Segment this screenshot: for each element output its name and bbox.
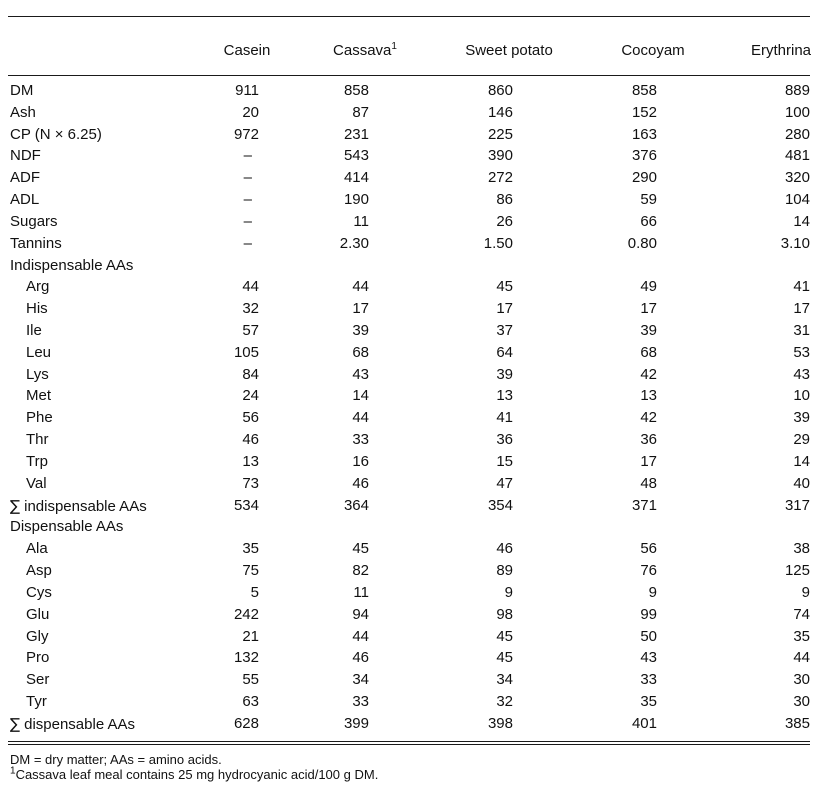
footnote-cassava: $^1$Cassava leaf meal contains 25 mg hydrocyanic acid/100 g DM. — [10, 765, 379, 782]
table-cell: 32 — [496, 692, 513, 710]
table-cell: 2.30 — [339, 234, 369, 252]
table-cell: 9 — [801, 583, 810, 601]
table-cell: 33 — [352, 431, 369, 449]
table-cell: 44 — [793, 649, 810, 667]
table-cell: 35 — [793, 627, 810, 645]
column-header-cocoyam: Cocoyam — [621, 42, 685, 59]
table-cell: 55 — [242, 671, 259, 689]
table-header-rule — [8, 75, 810, 76]
table-cell: 37 — [496, 322, 513, 340]
table-cell: 104 — [784, 191, 810, 209]
row-label — [26, 626, 49, 648]
table-cell: 45 — [496, 649, 513, 667]
table-cell: 481 — [784, 147, 810, 165]
table-cell: – — [243, 147, 252, 165]
row-label-text: Met — [26, 387, 52, 405]
table-row — [0, 189, 820, 211]
table-cell: 42 — [640, 365, 657, 383]
table-cell: 43 — [793, 365, 810, 383]
table-cell: 43 — [352, 365, 369, 383]
table-cell: 36 — [496, 431, 513, 449]
row-label-text: Asp — [26, 562, 52, 580]
table-cell: 89 — [496, 562, 513, 580]
table-cell: 9 — [504, 583, 513, 601]
row-label — [26, 582, 52, 604]
row-label-text: Leu — [26, 343, 52, 361]
row-label-text: dispensable AAs — [24, 715, 136, 733]
row-label — [26, 604, 49, 626]
table-cell: 972 — [233, 125, 259, 143]
table-cell: 399 — [343, 714, 369, 732]
table-cell: 33 — [640, 671, 657, 689]
table-cell: 36 — [640, 431, 657, 449]
table-cell: 317 — [784, 496, 810, 514]
table-row — [0, 713, 820, 735]
table-cell: 39 — [352, 322, 369, 340]
row-label — [26, 298, 48, 320]
table-row — [0, 473, 820, 495]
table-cell: 14 — [793, 452, 810, 470]
table-cell: 11 — [353, 212, 369, 230]
row-label-text: Phe — [26, 409, 53, 427]
table-row — [0, 233, 820, 255]
column-header-erythrina: Erythrina — [750, 42, 812, 59]
table-row — [0, 167, 820, 189]
table-row — [0, 516, 820, 538]
table-cell: 44 — [352, 627, 369, 645]
row-label — [26, 407, 53, 429]
row-label-text: DM — [10, 82, 34, 99]
table-cell: 82 — [352, 562, 369, 580]
table-cell: 152 — [631, 103, 657, 121]
table-cell: 35 — [242, 540, 259, 558]
table-cell: 146 — [487, 103, 513, 121]
row-label-text: Trp — [26, 452, 48, 470]
table-cell: 911 — [235, 82, 259, 99]
row-label-text: Tannins — [10, 234, 62, 252]
table-cell: – — [243, 212, 252, 230]
table-cell: 860 — [487, 82, 513, 99]
table-cell: 0.80 — [627, 234, 657, 252]
table-row — [0, 451, 820, 473]
table-cell: 74 — [793, 605, 810, 623]
table-cell: 75 — [242, 562, 259, 580]
table-cell: 39 — [496, 365, 513, 383]
table-row — [0, 669, 820, 691]
table-cell: 628 — [233, 714, 259, 732]
table-cell: 45 — [352, 540, 369, 558]
table-cell: 44 — [352, 409, 369, 427]
table-cell: 64 — [496, 343, 513, 361]
table-cell: 100 — [784, 103, 810, 121]
row-label — [10, 233, 62, 255]
table-cell: 14 — [793, 212, 810, 230]
table-cell: 66 — [640, 212, 657, 230]
table-cell: 401 — [631, 714, 657, 732]
table-cell: 50 — [640, 627, 657, 645]
table-cell: 225 — [487, 125, 513, 143]
table-cell: 3.10 — [780, 234, 810, 252]
row-label — [10, 255, 133, 277]
row-label-text: ADL — [10, 191, 40, 209]
table-cell: 190 — [343, 191, 369, 209]
footnote-marker: 1 — [10, 765, 16, 777]
row-label — [10, 189, 39, 211]
table-cell: 858 — [343, 82, 369, 99]
table-cell: 35 — [640, 692, 657, 710]
table-row — [0, 647, 820, 669]
column-header-cassava: Cassava$^1$ — [333, 41, 397, 59]
table-cell: 24 — [242, 387, 259, 405]
table-bottom-rule — [8, 741, 810, 742]
row-label-text: Val — [26, 474, 47, 492]
table-cell: 242 — [233, 605, 259, 623]
row-label — [26, 451, 48, 473]
table-cell: 5 — [250, 583, 259, 601]
table-cell: 390 — [487, 147, 513, 165]
table-row — [0, 626, 820, 648]
table-cell: 45 — [496, 627, 513, 645]
table-cell: 414 — [343, 169, 369, 187]
table-cell: 364 — [343, 496, 369, 514]
row-label-text: Arg — [26, 278, 50, 296]
row-label-text: Dispensable AAs — [10, 518, 124, 536]
table-cell: – — [243, 169, 252, 187]
table-row — [0, 604, 820, 626]
table-cell: 385 — [784, 714, 810, 732]
table-cell: 13 — [640, 387, 657, 405]
table-row — [0, 124, 820, 146]
table-cell: 17 — [640, 300, 657, 318]
row-label — [26, 385, 51, 407]
table-cell: 29 — [793, 431, 810, 449]
table-cell: 59 — [640, 191, 657, 209]
row-label — [10, 80, 33, 102]
sum-sigma-icon: ∑ — [10, 496, 21, 515]
table-cell: 34 — [496, 671, 513, 689]
table-cell: 39 — [640, 322, 657, 340]
table-cell: 46 — [242, 431, 259, 449]
table-cell: 40 — [793, 474, 810, 492]
table-cell: 46 — [352, 474, 369, 492]
table-cell: 17 — [793, 300, 810, 318]
table-cell: 371 — [631, 496, 657, 514]
table-cell: 290 — [631, 169, 657, 187]
row-label — [26, 320, 42, 342]
table-cell: 33 — [352, 692, 369, 710]
row-label-text: Indispensable AAs — [10, 256, 134, 274]
table-cell: 858 — [631, 82, 657, 99]
row-label-text: ADF — [10, 169, 40, 187]
table-row — [0, 495, 820, 517]
table-cell: 49 — [640, 278, 657, 296]
table-cell: 47 — [496, 474, 513, 492]
table-cell: 30 — [793, 692, 810, 710]
table-cell: 11 — [353, 583, 369, 601]
table-top-rule — [8, 16, 810, 17]
table-cell: 76 — [640, 562, 657, 580]
table-cell: 14 — [352, 387, 369, 405]
row-label-text: Cys — [26, 583, 52, 601]
table-cell: 17 — [640, 452, 657, 470]
table-cell: 56 — [242, 409, 259, 427]
row-label-text: Ash — [10, 103, 36, 121]
row-label-text: Gly — [26, 627, 49, 645]
row-label — [10, 145, 41, 167]
table-cell: 46 — [496, 540, 513, 558]
table-cell: 889 — [784, 82, 810, 99]
table-row — [0, 385, 820, 407]
table-cell: 21 — [242, 627, 259, 645]
table-cell: 86 — [496, 191, 513, 209]
table-cell: 398 — [487, 714, 513, 732]
table-cell: 42 — [640, 409, 657, 427]
table-cell: 68 — [352, 343, 369, 361]
footnote-abbreviations: DM = dry matter; AAs = amino acids. — [10, 752, 222, 767]
row-label — [26, 647, 49, 669]
table-cell: 15 — [496, 452, 513, 470]
row-label-text: Lys — [26, 365, 49, 383]
table-row — [0, 582, 820, 604]
column-header-sweet-potato: Sweet potato — [465, 42, 553, 59]
table-cell: 105 — [233, 343, 259, 361]
footnote-marker: 1 — [391, 41, 397, 52]
table-row — [0, 102, 820, 124]
row-label — [10, 102, 36, 124]
table-cell: 231 — [343, 125, 369, 143]
table-cell: 43 — [640, 649, 657, 667]
table-cell: 9 — [648, 583, 657, 601]
table-cell: 13 — [242, 452, 259, 470]
table-cell: 87 — [352, 103, 369, 121]
table-cell: 163 — [631, 125, 657, 143]
table-cell: 45 — [496, 278, 513, 296]
table-row — [0, 407, 820, 429]
row-label — [26, 342, 51, 364]
table-cell: 320 — [784, 169, 810, 187]
table-cell: 17 — [352, 300, 369, 318]
table-cell: 132 — [233, 649, 259, 667]
table-cell: 44 — [352, 278, 369, 296]
table-cell: 73 — [242, 474, 259, 492]
table-cell: 16 — [352, 452, 369, 470]
table-row — [0, 538, 820, 560]
row-label-text: Thr — [26, 431, 49, 449]
row-label-text: Pro — [26, 649, 50, 667]
row-label — [26, 560, 52, 582]
table-row — [0, 691, 820, 713]
table-cell: 31 — [793, 322, 810, 340]
row-label — [10, 495, 147, 518]
table-cell: 17 — [496, 300, 513, 318]
table-cell: 376 — [631, 147, 657, 165]
table-cell: 26 — [496, 212, 513, 230]
table-cell: 38 — [793, 540, 810, 558]
row-label-text: Glu — [26, 605, 50, 623]
row-label — [10, 211, 58, 233]
table-cell: 48 — [640, 474, 657, 492]
row-label — [26, 691, 47, 713]
table-row — [0, 342, 820, 364]
table-cell: – — [243, 234, 252, 252]
table-cell: 10 — [793, 387, 810, 405]
table-cell: 1.50 — [483, 234, 513, 252]
table-cell: 13 — [496, 387, 513, 405]
table-row — [0, 145, 820, 167]
row-label-text: Ala — [26, 540, 48, 558]
table-cell: 125 — [784, 562, 810, 580]
table-cell: 57 — [242, 322, 259, 340]
table-cell: 68 — [640, 343, 657, 361]
table-cell: 46 — [352, 649, 369, 667]
row-label-text: Ile — [26, 322, 42, 340]
table-cell: – — [243, 191, 252, 209]
table-cell: 39 — [793, 409, 810, 427]
table-cell: 41 — [496, 409, 513, 427]
table-row — [0, 560, 820, 582]
row-label — [10, 124, 102, 146]
table-cell: 94 — [352, 605, 369, 623]
table-cell: 534 — [233, 496, 259, 514]
row-label-text: Tyr — [26, 692, 47, 710]
row-label — [10, 516, 123, 538]
table-cell: 272 — [487, 169, 513, 187]
table-cell: 34 — [352, 671, 369, 689]
table-row — [0, 255, 820, 277]
table-row — [0, 364, 820, 386]
table-cell: 30 — [793, 671, 810, 689]
table-bottom-rule-double — [8, 744, 810, 745]
row-label — [26, 429, 49, 451]
row-label — [26, 276, 49, 298]
table-cell: 56 — [640, 540, 657, 558]
row-label-text: His — [26, 300, 48, 318]
table-cell: 98 — [496, 605, 513, 623]
table-cell: 354 — [487, 496, 513, 514]
table-cell: 32 — [242, 300, 259, 318]
row-label-text: indispensable AAs — [24, 497, 147, 515]
row-label — [10, 167, 40, 189]
table-cell: 99 — [640, 605, 657, 623]
table-row — [0, 211, 820, 233]
row-label — [26, 364, 49, 386]
sum-sigma-icon: ∑ — [10, 714, 21, 733]
table-cell: 20 — [242, 103, 259, 121]
row-label-text: CP (N × 6.25) — [10, 125, 102, 143]
table-cell: 63 — [242, 692, 259, 710]
table-cell: 44 — [242, 278, 259, 296]
row-label — [10, 713, 135, 736]
table-row — [0, 80, 820, 102]
row-label-text: Ser — [26, 671, 50, 689]
table-header-row — [0, 40, 820, 62]
row-label-text: Sugars — [10, 212, 58, 230]
row-label — [26, 538, 48, 560]
table-row — [0, 298, 820, 320]
column-header-casein: Casein — [223, 42, 271, 59]
table-row — [0, 276, 820, 298]
table-row — [0, 320, 820, 342]
table-cell: 84 — [242, 365, 259, 383]
table-cell: 543 — [343, 147, 369, 165]
row-label — [26, 669, 49, 691]
table-cell: 41 — [793, 278, 810, 296]
row-label — [26, 473, 47, 495]
table-row — [0, 429, 820, 451]
row-label-text: NDF — [10, 147, 41, 165]
table-cell: 53 — [793, 343, 810, 361]
table-cell: 280 — [784, 125, 810, 143]
